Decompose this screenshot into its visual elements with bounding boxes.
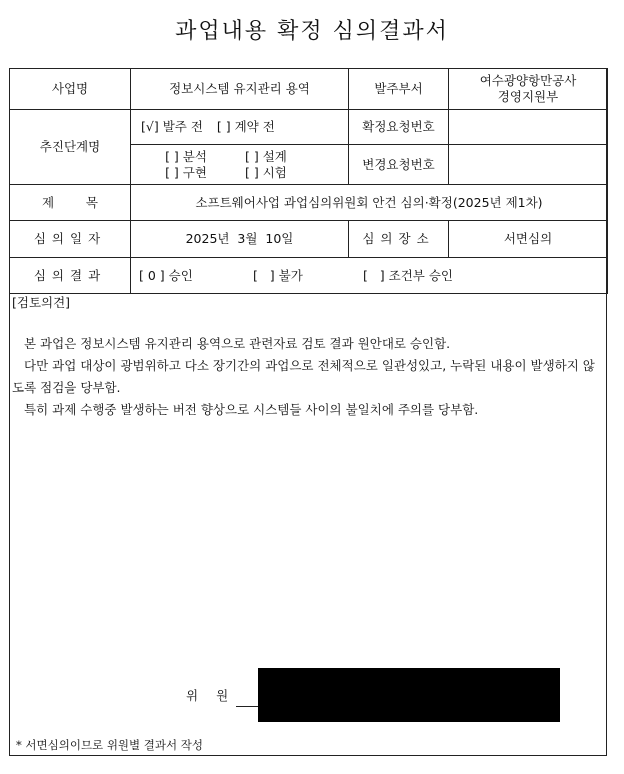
stage-order-checkbox: [√] 발주 전 — [141, 119, 203, 135]
stage-design-checkbox: [ ] 설계 — [245, 148, 287, 164]
footnote: * 서면심의이므로 위원별 결과서 작성 — [16, 738, 204, 752]
date-row — [10, 221, 608, 258]
stage-label: 추진단계명 — [10, 110, 131, 185]
document-title: 과업내용 확정 심의결과서 — [175, 19, 449, 44]
confirm-req-value — [449, 110, 608, 145]
change-req-label: 변경요청번호 — [349, 145, 449, 185]
dept-value — [449, 69, 608, 110]
stage-test-checkbox: [ ] 시험 — [245, 164, 287, 180]
review-body — [12, 333, 600, 421]
project-label: 사업명 — [10, 69, 131, 110]
stage-implement-checkbox: [ ] 구현 — [165, 164, 207, 180]
subject-row — [10, 185, 608, 221]
stage-contract-checkbox: [ ] 계약 전 — [216, 119, 275, 135]
date-label: 심의일자 — [10, 221, 131, 258]
subject-value: 소프트웨어사업 과업심의위원회 안건 심의·확정(2025년 제1차) — [131, 185, 608, 221]
change-req-value — [449, 145, 608, 185]
place-label: 심의장소 — [349, 221, 449, 258]
signature-label: 위원 — [186, 688, 247, 703]
stage-line-3 — [131, 165, 348, 181]
result-conditional-checkbox: [ ] 조건부 승인 — [362, 267, 453, 283]
stage-line-1 — [131, 119, 348, 135]
date-value: 2025년 3월 10일 — [131, 221, 349, 258]
result-reject-checkbox: [ ] 불가 — [252, 267, 303, 283]
confirm-req-label: 확정요청번호 — [349, 110, 449, 145]
result-row — [10, 258, 608, 294]
stage-analysis-checkbox: [ ] 분석 — [165, 148, 207, 164]
stage-row-1 — [10, 110, 608, 145]
dept-label: 발주부서 — [349, 69, 449, 110]
result-label: 심의결과 — [10, 258, 131, 294]
subject-label: 제 목 — [10, 185, 131, 221]
review-form-table — [9, 68, 608, 294]
stage-line-2 — [131, 149, 348, 165]
dept-value-line1: 여수광양항만공사 — [479, 73, 577, 89]
review-paragraph-1: 본 과업은 정보시스템 유지관리 용역으로 관련자료 검토 결과 원안대로 승인함. — [24, 336, 451, 351]
review-paragraph-3: 특히 과제 수행중 발생하는 버전 향상으로 시스템들 사이의 불일치에 주의를 당부함. — [24, 402, 479, 417]
review-paragraph-2: 다만 과업 대상이 광범위하고 다소 장기간의 과업으로 전체적으로 일관성있고, 누락된 내용이 발생하지 않도록 점검을 당부함. — [12, 358, 595, 395]
dept-value-line2: 경영지원부 — [497, 89, 559, 104]
redacted-signature-block — [258, 668, 560, 722]
result-approve-checkbox: [ 0 ] 승인 — [139, 267, 193, 283]
place-value: 서면심의 — [449, 221, 608, 258]
review-heading: [검토의견] — [12, 295, 71, 310]
project-value: 정보시스템 유지관리 용역 — [131, 69, 349, 110]
project-row — [10, 69, 608, 110]
